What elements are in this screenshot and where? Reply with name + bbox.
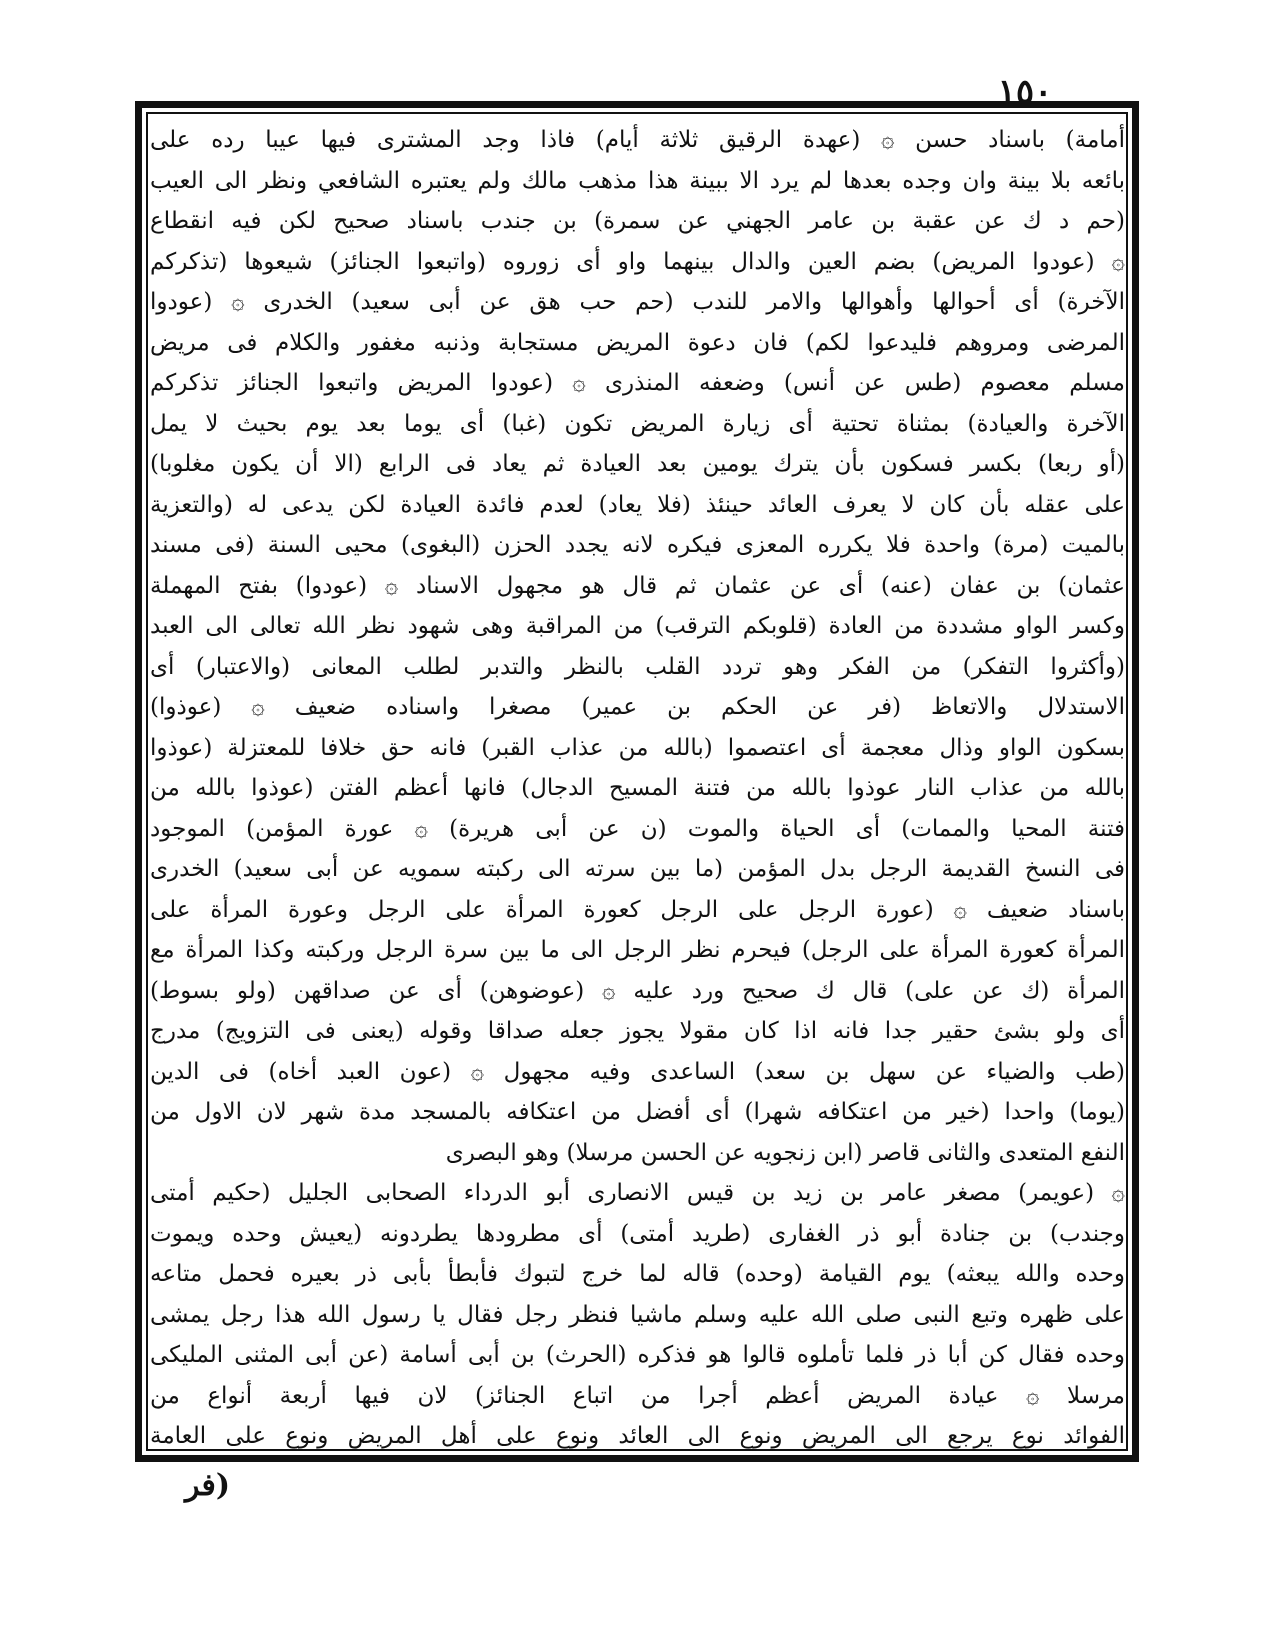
text-line: بالله من عذاب النار عوذوا بالله من فتنة المسيح الدجال) فانها أعظم الفتن (عوذوا بالله من (150, 775, 1125, 801)
text-line: وجندب) بن جنادة أبو ذر الغفارى (طريد أمتى) أى مطرودها يطردونه (يعيش وحده ويموت (150, 1220, 1125, 1247)
text-line: بسكون الواو وذال معجمة أى اعتصموا (بالله من عذاب القبر) فانه حق خلافا للمعتزلة (عوذوا (150, 734, 1125, 761)
text-line: فى النسخ القديمة الرجل بدل المؤمن (ما بين سرته الى ركبته سمويه عن أبى سعيد) الخدرى (150, 856, 1125, 882)
page-number: ١٥٠ (997, 72, 1053, 112)
text-line: بالميت (مرة) واحدة فلا يكرره المعزى فيكره لانه يجدد الحزن (البغوى) محيى السنة (فى مسند (150, 532, 1125, 558)
catchword: (فر (185, 1468, 231, 1503)
text-line: عثمان) بن عفان (عنه) أى عن عثمان ثم قال هو مجهول الاسناد ۞ (عودوا) بفتح المهملة (150, 572, 1125, 599)
text-line: الفوائد نوع يرجع الى المريض ونوع الى العائد ونوع على أهل المريض ونوع على العامة (150, 1423, 1125, 1449)
text-line: أمامة) باسناد حسن ۞ (عهدة الرقيق ثلاثة أيام) فاذا وجد المشترى فيها عيبا رده على (150, 127, 1125, 153)
text-line: (أو ربعا) بكسر فسكون بأن يترك يومين بعد العيادة ثم يعاد فى الرابع (الا أن يكون مغلوبا) (150, 451, 1125, 477)
text-line: ۞ (عويمر) مصغر عامر بن زيد بن قيس الانصارى أبو الدرداء الصحابى الجليل (حكيم أمتى (150, 1180, 1125, 1206)
text-line: الاستدلال والاتعاظ (فر عن الحكم بن عمير) مصغرا واسناده ضعيف ۞ (عوذوا) (150, 694, 1125, 720)
text-line: (وأكثروا التفكر) من الفكر وهو تردد القلب بالنظر والتدبر لطلب المعانى (والاعتبار) أى (150, 653, 1125, 680)
text-line: وكسر الواو مشددة من العادة (قلوبكم الترقب) من المراقبة وهى شهود نظر الله تعالى الى العبد (150, 613, 1125, 639)
text-line: الآخرة) أى أحوالها وأهوالها والامر للندب (حم حب هق عن أبى سعيد) الخدرى ۞ (عودوا (150, 289, 1125, 315)
text-line: (طب والضياء عن سهل بن سعد) الساعدى وفيه مجهول ۞ (عون العبد أخاه) فى الدين (150, 1058, 1125, 1085)
text-line: المرأة كعورة المرأة على الرجل) فيحرم نظر الرجل الى ما بين سرة الرجل وركبته وكذا المرأة مع (150, 937, 1125, 963)
text-line: وحده والله يبعثه) يوم القيامة (وحده) قاله لما خرج لتبوك فأبطأ بأبى ذر بعيره فحمل متاعه (150, 1261, 1125, 1287)
text-line: مسلم معصوم (طس عن أنس) وضعفه المنذرى ۞ (عودوا المريض واتبعوا الجنائز تذكركم (150, 370, 1125, 396)
text-line: مرسلا ۞ عيادة المريض أعظم أجرا من اتباع الجنائز) لان فيها أربعة أنواع من (150, 1382, 1125, 1409)
text-line: أى ولو بشئ حقير جدا فانه اذا كان مقولا يجوز جعله صداقا وقوله (يعنى فى التزويج) مدرج (150, 1018, 1125, 1044)
text-line: (يوما) واحدا (خير من اعتكافه شهرا) أى أفضل من اعتكافه بالمسجد مدة شهر لان الاول من (150, 1099, 1125, 1125)
text-line: باسناد ضعيف ۞ (عورة الرجل على الرجل كعورة المرأة على الرجل وعورة المرأة على (150, 896, 1125, 923)
text-line: المرضى ومروهم فليدعوا لكم) فان دعوة المريض مستجابة وذنبه مغفور والكلام فى مريض (150, 329, 1125, 356)
text-line: المرأة (ك عن على) قال ك صحيح ورد عليه ۞ (عوضوهن) أى عن صداقهن (ولو بسوط) (150, 977, 1125, 1004)
text-line: ۞ (عودوا المريض) بضم العين والدال بينهما واو أى زوروه (واتبعوا الجنائز) شيعوها (تذكركم (150, 248, 1125, 275)
text-line: النفع المتعدى والثانى قاصر (ابن زنجويه عن الحسن مرسلا) وهو البصرى (445, 1139, 1125, 1166)
text-line: على ظهره وتبع النبى صلى الله عليه وسلم ماشيا فنظر رجل فقال يا رسول الله هذا رجل يمشى (150, 1301, 1125, 1328)
text-line: بائعه بلا بينة وان وجده بعدها لم يرد الا ببينة هذا مذهب مالك ولم يعتبره الشافعي ونظر الى العيب (150, 167, 1125, 194)
text-line: وحده فقال كن أبا ذر فلما تأملوه قالوا هو فذكره (الحرث) بن أبى أسامة (عن أبى المثنى المليكى (150, 1342, 1125, 1368)
text-line: الآخرة والعيادة) بمثناة تحتية أى زيارة المريض تكون (غبا) أى يوما بعد يوم بحيث لا يمل (150, 410, 1125, 437)
text-line: على عقله بأن كان لا يعرف العائد حينئذ (فلا يعاد) لعدم فائدة العيادة لكن يدعى له (والتعزية (150, 491, 1125, 518)
text-line: (حم د ك عن عقبة بن عامر الجهني عن سمرة) بن جندب باسناد صحيح لكن فيه انقطاع (150, 208, 1125, 234)
commentary-text-block (150, 120, 1125, 1457)
text-line: فتنة المحيا والممات) أى الحياة والموت (ن عن أبى هريرة) ۞ عورة المؤمن) الموجود (150, 815, 1125, 842)
